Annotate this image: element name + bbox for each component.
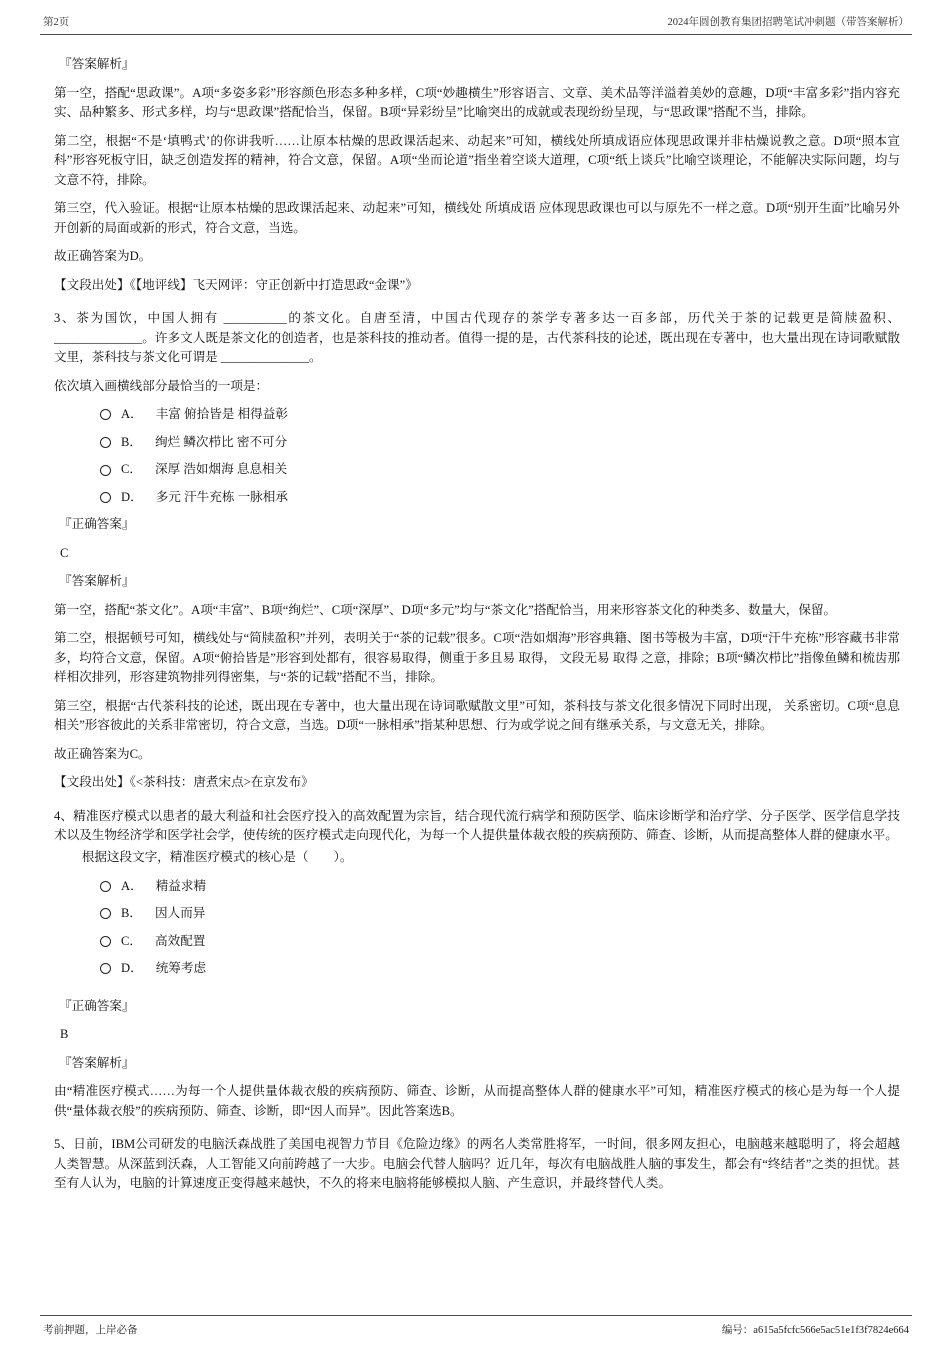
option-row (100, 488, 900, 508)
radio-button[interactable] (100, 936, 111, 947)
conclusion-text: 故正确答案为C。 (54, 746, 151, 761)
question-4-prompt: 根据这段文字，精准医疗模式的核心是（ ）。 (81, 849, 353, 864)
page-number: 第2页 (43, 17, 70, 28)
page-header (40, 12, 912, 35)
option-text: 丰富 俯拾皆是 相得益彰 (155, 407, 288, 422)
analysis-paragraph: 由“精准医疗模式……为每一个人提供量体裁衣般的疾病预防、筛查、诊断，从而提高整体人群的健康水平”可知，精准医疗模式的核心是为每一个人提供“量体裁衣般”的疾病预防、筛查、诊断，即“因人而异”。因此答案选B。 (54, 1084, 900, 1118)
option-text: 绚烂 鳞次栉比 密不可分 (155, 434, 288, 449)
option-text: 因人而异 (155, 906, 206, 921)
radio-button[interactable] (100, 409, 111, 420)
option-row (100, 405, 900, 425)
radio-button[interactable] (100, 963, 111, 974)
option-letter: B． (121, 434, 142, 449)
footer-left: 考前押题，上岸必备 (43, 1325, 138, 1336)
radio-button[interactable] (100, 908, 111, 919)
conclusion-text: 故正确答案为D。 (54, 249, 152, 264)
question-4-stem: 4、精准医疗模式以患者的最大利益和社会医疗投入的高效配置为宗旨，结合现代流行病学和预防医学、临床诊断学和治疗学、分子医学、医学信息学技术以及生物经济学和医学社会学，使传统的医疗模式走向现代化，为每一个人提供量体裁衣般的疾病预防、筛查、诊断，从而提高整体人群的健康水平。 (54, 808, 900, 843)
option-text: 深厚 浩如烟海 息息相关 (155, 462, 288, 477)
question-5-stem: 5、日前，IBM公司研发的电脑沃森战胜了美国电视智力节目《危险边缘》的两名人类常胜将军，一时间，很多网友担心，电脑越来越聪明了，将会超越人类智慧。从深蓝到沃森，人工智能又向前跨越了一大步。电脑会代替人脑吗？近几年，每次有电脑战胜人脑的事发生，都会有“终结者”之类的担忧。甚至有人认为，电脑的计算速度正变得越来越快，不久的将来电脑将能够模拟人脑、产生意识，并最终替代人类。 (54, 1137, 900, 1191)
radio-button[interactable] (100, 492, 111, 503)
analysis-label: 『答案解析』 (59, 1055, 135, 1070)
question-3-stem: 3、茶为国饮，中国人拥有 __________的茶文化。自唐至清，中国古代现存的茶学专著多达一百多部，历代关于茶的记载更是简牍盈积、______________。许多文人既是茶文化的创造者，也是茶科技的推动者。值得一提的是，古代茶科技的论述，既出现在专著中，也大量出现在诗词歌赋散文里，茶科技与茶文化可谓是 ______________。 (54, 311, 900, 365)
analysis-paragraph: 第一空，搭配“思政课”。A项“多姿多彩”形容颜色形态多种多样，C项“妙趣横生”形容语言、文章、美术品等洋溢着美妙的意趣，D项“丰富多彩”指内容充实、品种繁多、形式多样，均与“思政课”搭配恰当，保留。B项“异彩纷呈”比喻突出的成就或表现纷纷呈现，与“思政课”搭配不当，排除。 (54, 85, 900, 120)
correct-answer-label: 『正确答案』 (59, 998, 135, 1013)
option-letter: D． (121, 961, 143, 976)
answer-letter: B (60, 1027, 69, 1042)
source-text: 【文段出处】《<茶科技：唐煮宋点>在京发布》 (54, 775, 314, 790)
analysis-label: 『答案解析』 (59, 574, 135, 589)
correct-answer-label: 『正确答案』 (59, 517, 135, 532)
analysis-paragraph: 第三空，代入验证。根据“让原本枯燥的思政课活起来、动起来”可知，横线处 所填成语 应体现思政课也可以与原先不一样之意。D项“别开生面”比喻另外开创新的局面或新的形式，符合文意，当选。 (54, 201, 900, 235)
option-text: 多元 汗牛充栋 一脉相承 (155, 489, 288, 504)
option-row (100, 959, 900, 979)
radio-button[interactable] (100, 465, 111, 476)
option-text: 统筹考虑 (155, 961, 207, 976)
option-row (100, 433, 900, 453)
radio-button[interactable] (100, 437, 111, 448)
option-letter: D． (121, 489, 143, 504)
page-footer (40, 1315, 912, 1337)
source-text: 【文段出处】《【地评线】飞天网评：守正创新中打造思政“金课”》 (54, 277, 418, 292)
option-letter: C． (121, 933, 142, 948)
footer-right: 编号：a615a5fcfc566e5ac51e1f3f7824e664 (721, 1325, 909, 1336)
answer-letter: C (60, 545, 69, 560)
option-letter: B． (121, 906, 142, 921)
option-row (100, 932, 900, 952)
document-body (40, 35, 912, 1315)
option-row (100, 460, 900, 480)
document-title: 2024年圆创教育集团招聘笔试冲刺题（带答案解析） (667, 17, 909, 28)
question-3-options (54, 405, 900, 507)
analysis-paragraph: 第二空，根据“不是‘填鸭式’的你讲我听……让原本枯燥的思政课活起来、动起来”可知，横线处所填成语应体现思政课并非枯燥说教之意。D项“照本宣科”形容死板守旧，缺乏创造发挥的精神，符合文意，保留。A项“坐而论道”指坐着空谈大道理，C项“纸上谈兵”比喻空谈理论，不能解决实际问题，均与文意不符，排除。 (54, 133, 900, 187)
option-row (100, 877, 900, 897)
option-letter: C． (121, 462, 142, 477)
option-text: 高效配置 (155, 933, 206, 948)
option-letter: A． (121, 407, 143, 422)
option-letter: A． (121, 878, 143, 893)
option-row (100, 904, 900, 924)
question-3-prompt: 依次填入画横线部分最恰当的一项是： (54, 378, 269, 393)
analysis-paragraph: 第二空，根据顿号可知，横线处与“简牍盈积”并列，表明关于“茶的记载”很多。C项“浩如烟海”形容典籍、图书等极为丰富，D项“汗牛充栋”形容藏书非常多，均符合文意，保留。A项“俯拾皆是”形容到处都有，很容易取得，侧重于多且易 取得， 文段无易 取得 之意，排除；B项“鳞次栉比”指像鱼鳞和梳齿那样相次排列，形容建筑物排列得密集，与“茶的记载”搭配不当，排除。 (54, 631, 900, 685)
analysis-label: 『答案解析』 (59, 57, 135, 71)
option-text: 精益求精 (155, 878, 207, 893)
analysis-paragraph: 第三空，根据“古代茶科技的论述，既出现在专著中，也大量出现在诗词歌赋散文里”可知，茶科技与茶文化很多情况下同时出现， 关系密切。C项“息息相关”形容彼此的关系非常密切，符合文意，当选。D项“一脉相承”指某种思想、行为或学说之间有继承关系，与文意无关，排除。 (54, 698, 900, 733)
question-4-options (54, 877, 900, 979)
analysis-paragraph: 第一空，搭配“茶文化”。A项“丰富”、B项“绚烂”、C项“深厚”、D项“多元”均与“茶文化”搭配恰当，用来形容茶文化的种类多、数量大，保留。 (54, 602, 837, 617)
radio-button[interactable] (100, 881, 111, 892)
